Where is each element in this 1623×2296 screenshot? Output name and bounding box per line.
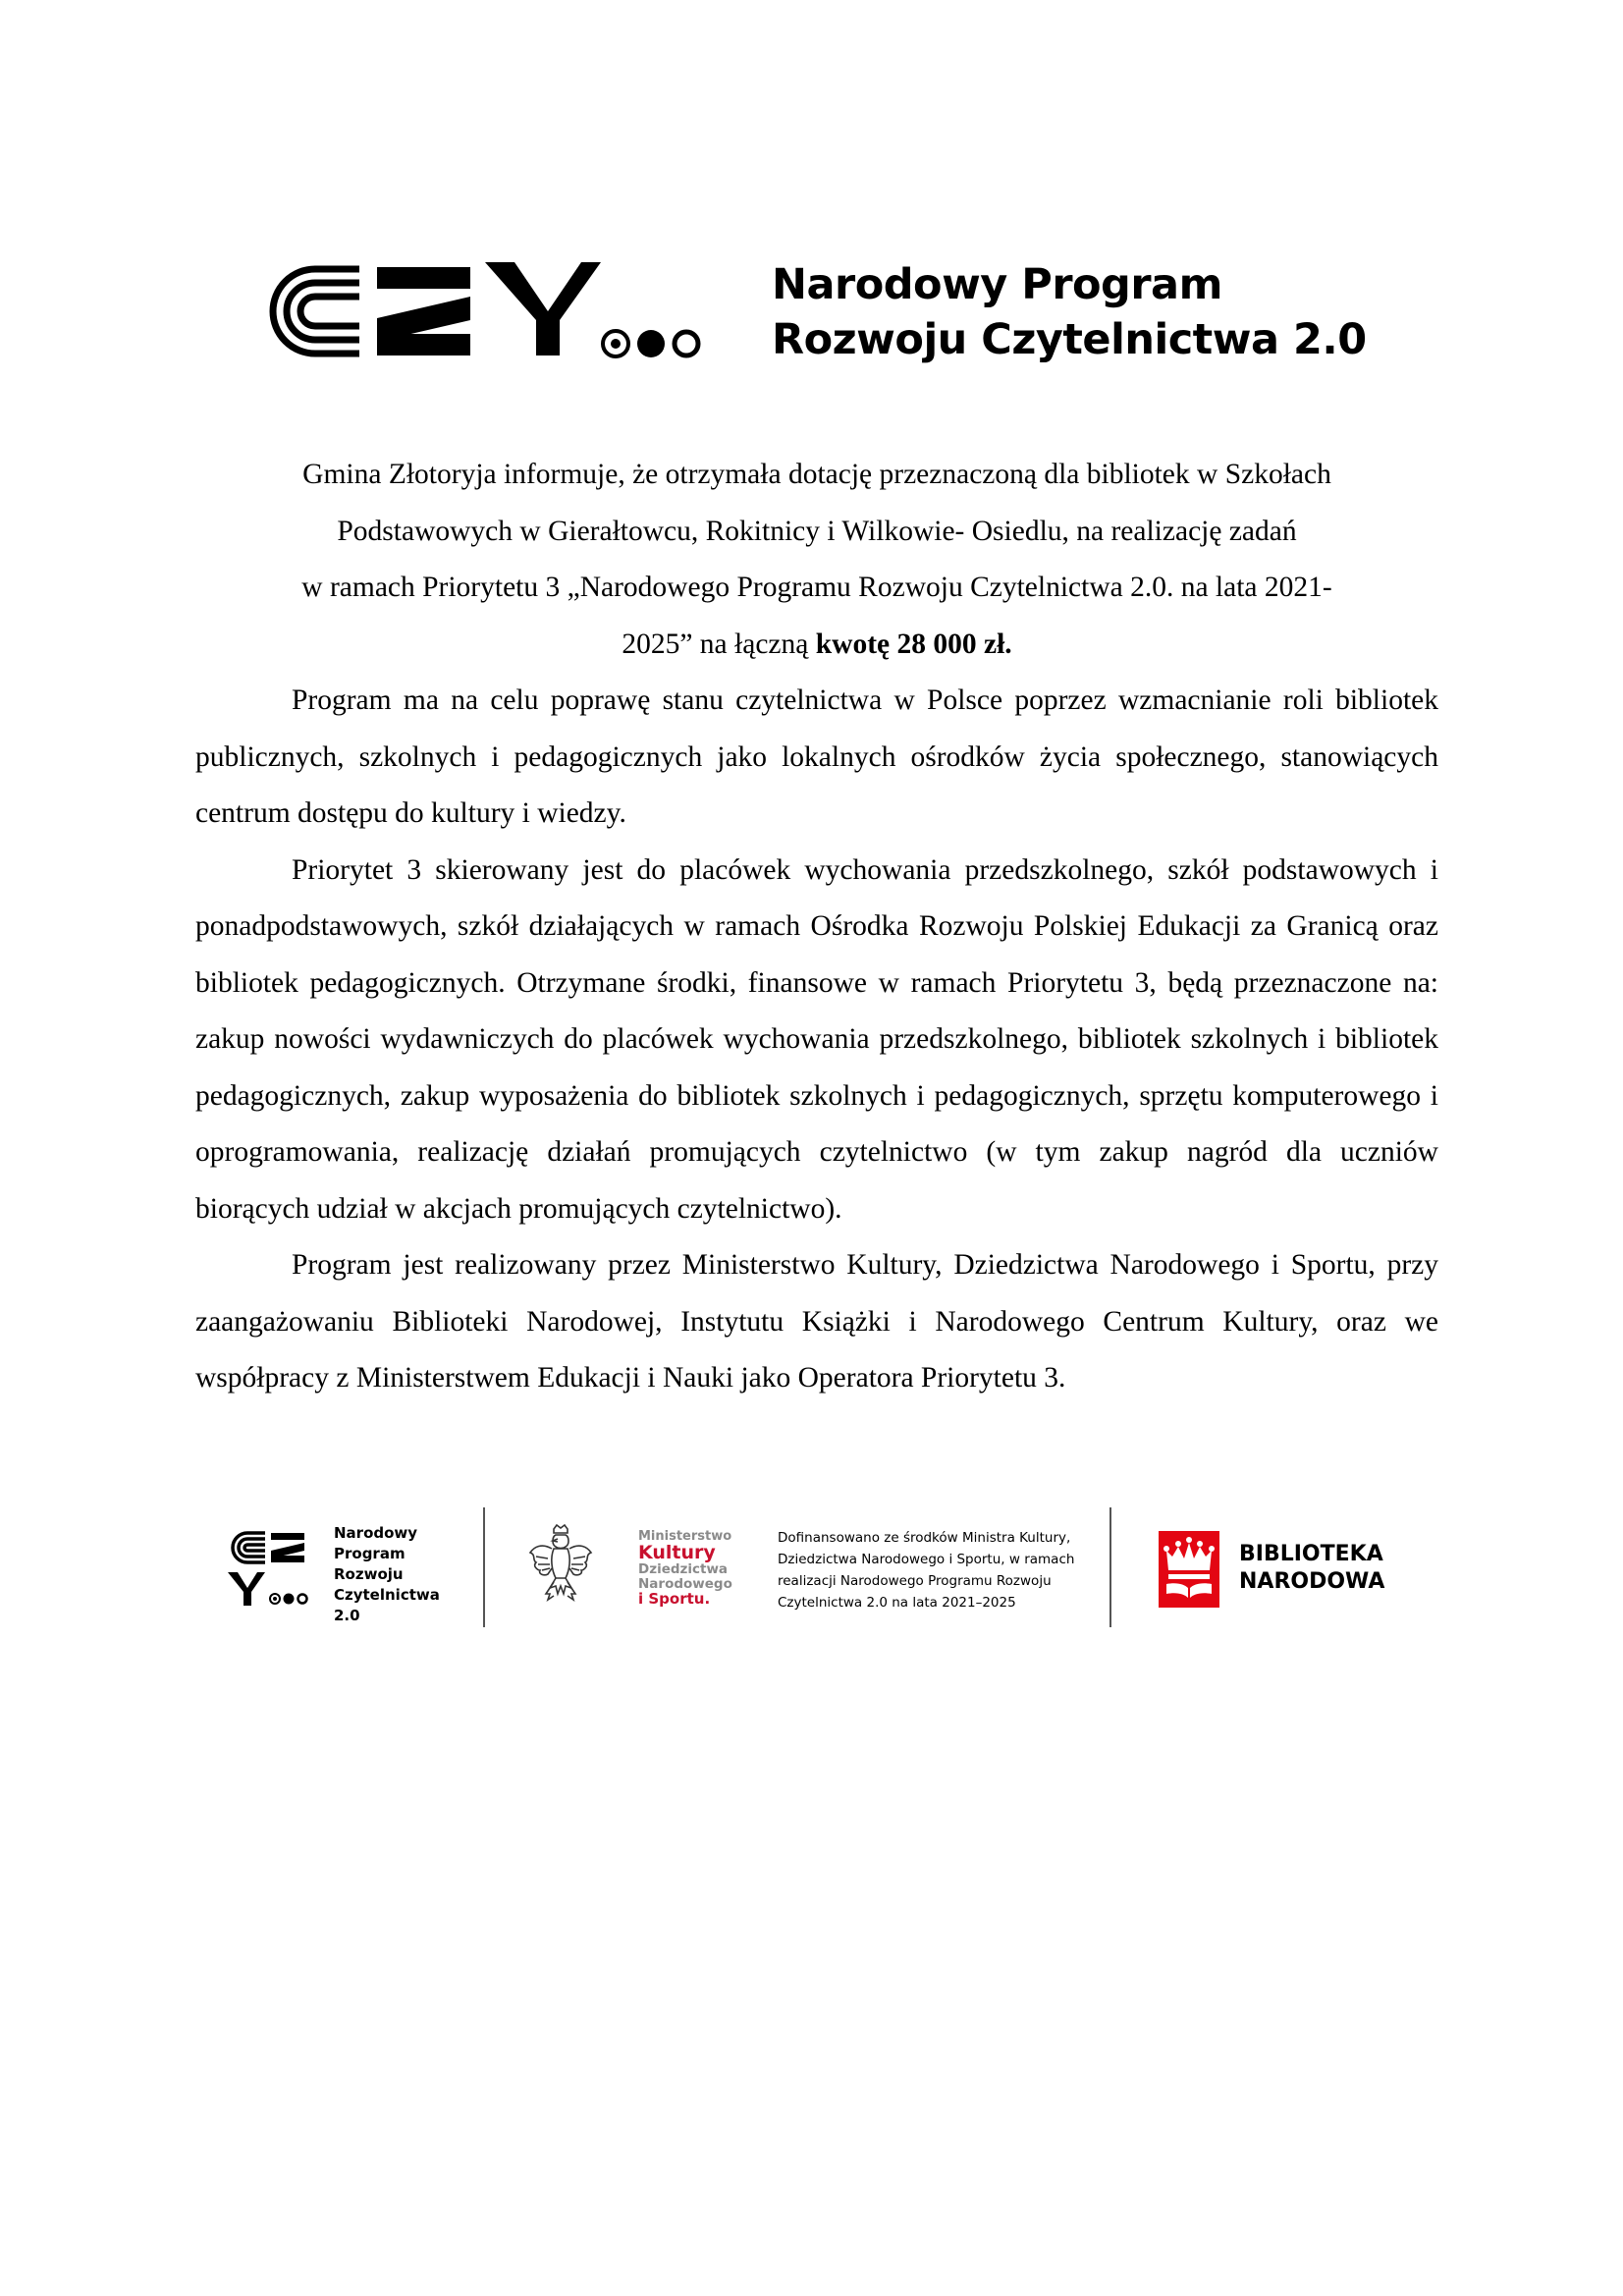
footer-program-line: Rozwoju [334,1565,404,1583]
header-program-line1: Narodowy Program [772,260,1222,309]
paragraph-implementation: Program jest realizowany przez Ministerstwo Kultury, Dziedzictwa Narodowego i Sportu, przy zaangażowaniu Biblioteki Narodowej, Instytutu Książki i Narodowego Centrum Kultury, oraz we współpracy z Ministerstwem Edukacji i Nauki jako Operatora Priorytetu 3. [195,1249,1438,1394]
intro-line-2: Podstawowych w Gierałtowcu, Rokitnicy i Wilkowie- Osiedlu, na realizację zadań [337,515,1297,547]
national-library-name [1239,1541,1384,1596]
czy-program-small-logo-icon [226,1529,308,1608]
polish-eagle-icon [528,1523,593,1608]
document-body [195,447,1438,1407]
crown-book-icon [1159,1531,1219,1608]
footer-logos [226,1507,1414,1635]
intro-line-4 [195,617,1438,674]
footer-program-line: Narodowy [334,1524,418,1542]
header-program-name [772,257,1367,367]
ministry-logo-text [638,1529,732,1607]
cofinancing-line: Czytelnictwa 2.0 na lata 2021–2025 [778,1595,1016,1611]
footer-program-name [334,1523,440,1626]
cofinancing-line: realizacji Narodowego Programu Rozwoju [778,1573,1052,1589]
cofinancing-line: Dofinansowano ze środków Ministra Kultury, [778,1530,1071,1546]
intro-line-1: Gmina Złotoryja informuje, że otrzymała dotację przeznaczoną dla bibliotek w Szkołach [302,459,1331,490]
ministry-line-4: Narodowego [638,1576,732,1592]
footer-program-line: Czytelnictwa [334,1586,440,1604]
footer-program-line: Program [334,1545,406,1562]
footer-program-line: 2.0 [334,1607,360,1624]
intro-paragraph [195,447,1438,673]
library-line-2: NARODOWA [1239,1569,1385,1594]
paragraph-program-goal: Program ma na celu poprawę stanu czytelnictwa w Polsce poprzez wzmacnianie roli bibliotek publicznych, szkolnych i pedagogicznych jako lokalnych ośrodków życia społecznego, stanowiących centrum dostępu do kultury i wiedzy. [195,684,1438,829]
footer-divider [483,1507,485,1627]
paragraph-priority-3: Priorytet 3 skierowany jest do placówek wychowania przedszkolnego, szkół podstawowych i ponadpodstawowych, szkół działających w ramach Ośrodka Rozwoju Polskiej Edukacji za Granicą oraz bibliotek pedagogicznych. Otrzymane środki, finansowe w ramach Priorytetu 3, będą przeznaczone na: zakup nowości wydawniczych do placówek wychowania przedszkolnego, bibliotek szkolnych i bibliotek pedagogicznych, zakup wyposażenia do bibliotek szkolnych i pedagogicznych, sprzętu komputerowego i oprogramowania, realizację działań promujących czytelnictwo (w tym zakup nagród dla uczniów biorących udział w akcjach promujących czytelnictwo). [195,853,1438,1225]
ministry-line-1: Ministerstwo [638,1529,732,1544]
header-program-line2: Rozwoju Czytelnictwa 2.0 [772,315,1367,364]
czy-program-logo-icon [261,257,723,365]
ministry-line-5: i Sportu. [638,1590,711,1608]
intro-line-4-prefix: 2025” na łączną [622,628,816,660]
header-program-logo [261,257,1380,365]
cofinancing-line: Dziedzictwa Narodowego i Sportu, w ramach [778,1552,1075,1567]
ministry-line-2: Kultury [638,1542,716,1563]
ministry-line-3: Dziedzictwa [638,1561,729,1577]
library-line-1: BIBLIOTEKA [1239,1542,1383,1566]
footer-divider [1109,1507,1111,1627]
intro-line-3: w ramach Priorytetu 3 „Narodowego Programu Rozwoju Czytelnictwa 2.0. na lata 2021- [301,572,1332,603]
grant-amount: kwotę 28 000 zł. [815,628,1012,660]
cofinancing-note [778,1527,1074,1613]
